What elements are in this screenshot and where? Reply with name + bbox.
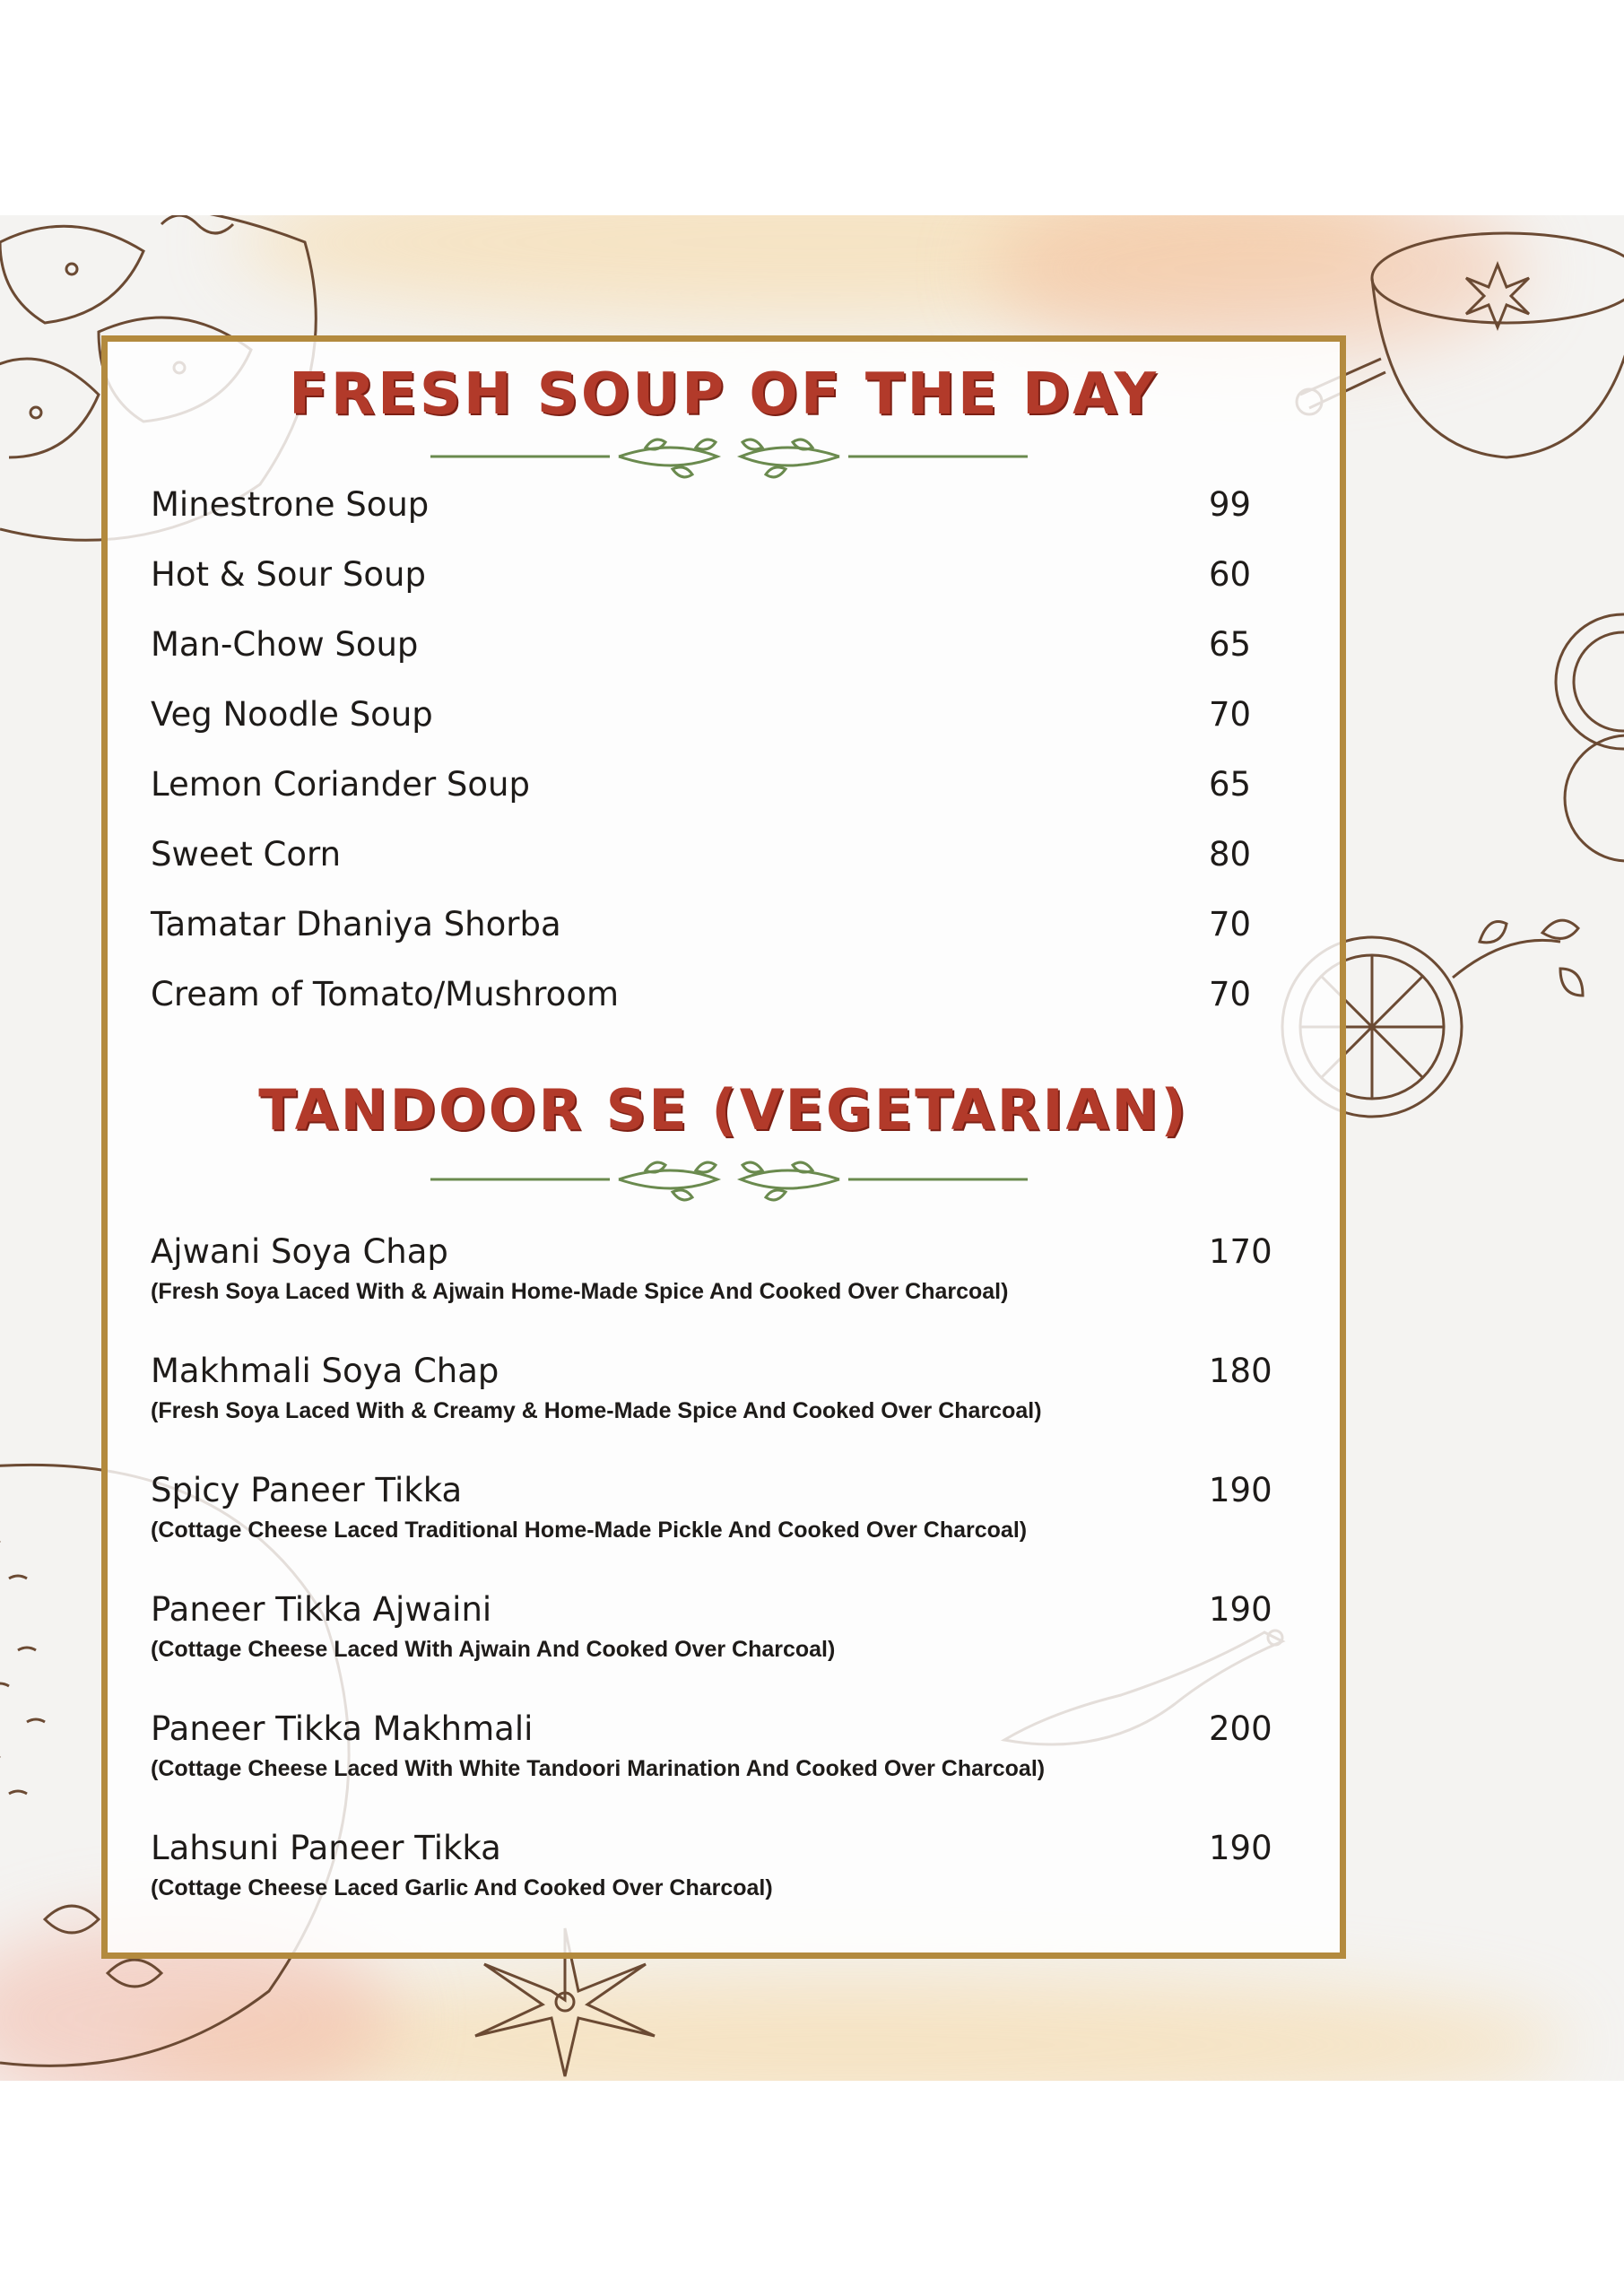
item-name: Man-Chow Soup: [151, 625, 419, 664]
item-price: 70: [1209, 905, 1252, 944]
item-price: 65: [1209, 765, 1252, 804]
item-name: Spicy Paneer Tikka: [151, 1471, 463, 1509]
leaf-divider-icon: [430, 430, 1028, 483]
tandoor-section-title: TANDOOR SE (VEGETARIAN): [258, 1077, 1189, 1143]
lemon-half-sketch-icon: [1524, 610, 1624, 879]
item-name: Hot & Sour Soup: [151, 555, 426, 594]
item-price: 190: [1209, 1590, 1272, 1629]
item-description: (Cottage Cheese Laced With White Tandoori Marination And Cooked Over Charcoal): [151, 1756, 1046, 1781]
item-description: (Cottage Cheese Laced Traditional Home-Made Pickle And Cooked Over Charcoal): [151, 1518, 1028, 1543]
item-name: Tamatar Dhaniya Shorba: [151, 905, 561, 944]
item-price: 65: [1209, 625, 1252, 664]
soup-section-title: FRESH SOUP OF THE DAY: [289, 361, 1159, 428]
item-name: Lemon Coriander Soup: [151, 765, 530, 804]
item-name: Lahsuni Paneer Tikka: [151, 1829, 501, 1867]
menu-poster: [0, 215, 1624, 2081]
item-price: 70: [1209, 975, 1252, 1013]
item-description: (Cottage Cheese Laced Garlic And Cooked Over Charcoal): [151, 1875, 773, 1900]
item-price: 99: [1209, 485, 1252, 524]
item-price: 190: [1209, 1829, 1272, 1867]
item-price: 190: [1209, 1471, 1272, 1509]
item-price: 70: [1209, 695, 1252, 734]
item-name: Minestrone Soup: [151, 485, 430, 524]
item-name: Cream of Tomato/Mushroom: [151, 975, 619, 1013]
item-name: Veg Noodle Soup: [151, 695, 433, 734]
item-price: 80: [1209, 835, 1252, 874]
item-price: 60: [1209, 555, 1252, 594]
item-description: (Fresh Soya Laced With & Ajwain Home-Made Spice And Cooked Over Charcoal): [151, 1279, 1009, 1304]
item-name: Ajwani Soya Chap: [151, 1232, 448, 1271]
item-name: Paneer Tikka Makhmali: [151, 1709, 534, 1748]
item-description: (Cottage Cheese Laced With Ajwain And Cooked Over Charcoal): [151, 1637, 836, 1662]
leaf-divider-icon: [430, 1152, 1028, 1206]
item-price: 180: [1209, 1352, 1272, 1390]
item-name: Sweet Corn: [151, 835, 342, 874]
item-name: Makhmali Soya Chap: [151, 1352, 499, 1390]
item-price: 170: [1209, 1232, 1272, 1271]
menu-panel: [101, 335, 1346, 1959]
item-price: 200: [1209, 1709, 1272, 1748]
item-description: (Fresh Soya Laced With & Creamy & Home-Made Spice And Cooked Over Charcoal): [151, 1398, 1042, 1423]
item-name: Paneer Tikka Ajwaini: [151, 1590, 492, 1629]
